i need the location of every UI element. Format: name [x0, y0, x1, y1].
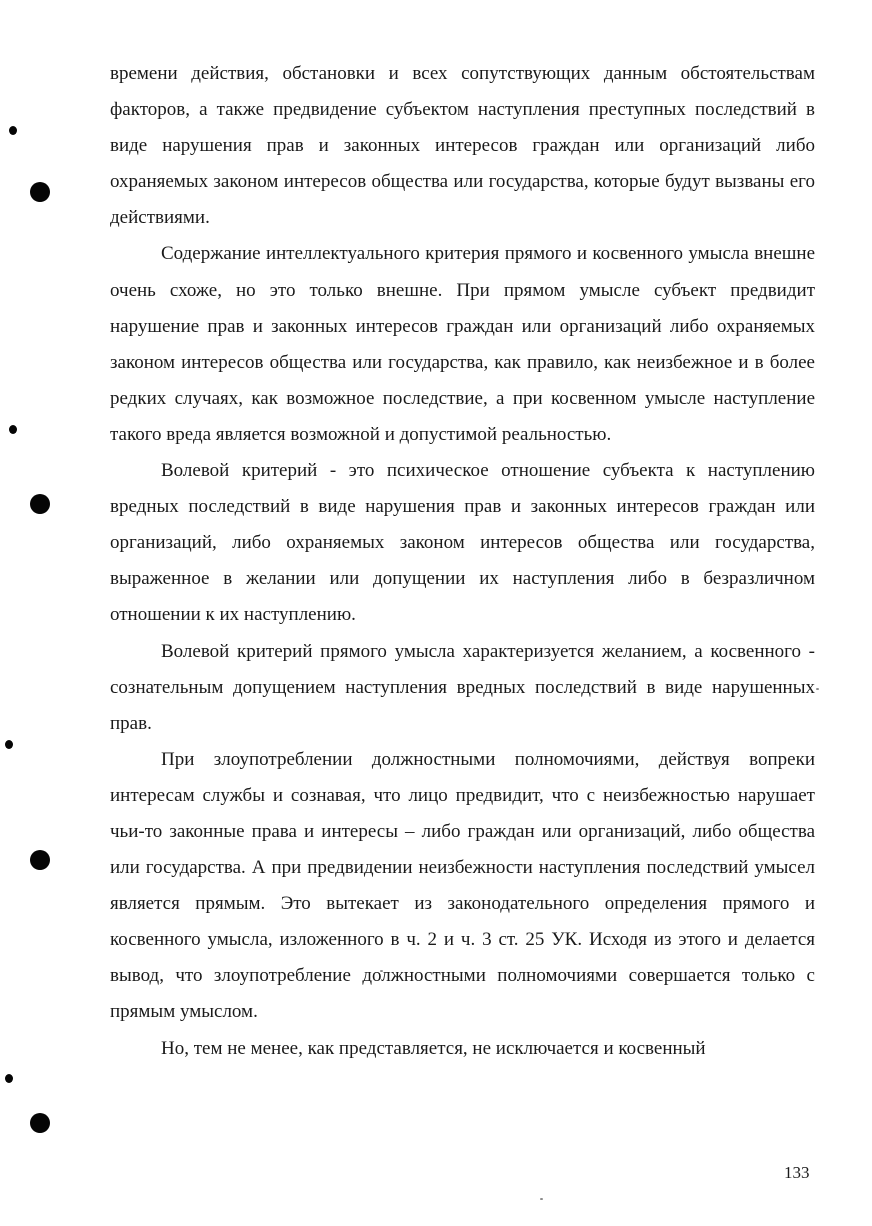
punch-hole-mark	[30, 1113, 50, 1133]
paragraph: времени действия, обстановки и всех сопутствующих данным обстоятельствам факторов, а также предвидение субъектом наступления преступных последствий в виде нарушения прав и законных интересов граждан или организаций либо охраняемых законом интересов общества или государства, которые будут вызваны его действиями.	[110, 63, 815, 229]
paragraph: Содержание интеллектуального критерия прямого и косвенного умысла внешне очень схоже, но это только внешне. При прямом умысле субъект предвидит нарушение прав и законных интересов граждан или организаций либо охраняемых законом интересов общества или государства, как правило, как неизбежное и в более редких случаях, как возможное последствие, а при косвенном умысле наступление такого вреда является возможной и допустимой реальностью.	[110, 243, 815, 445]
scan-speck	[540, 1198, 543, 1200]
punch-hole-mark	[5, 740, 13, 749]
punch-hole-mark	[9, 425, 17, 434]
paragraph: Но, тем не менее, как представляется, не исключается и косвенный	[161, 1037, 706, 1059]
punch-hole-mark	[9, 126, 17, 135]
punch-hole-mark	[30, 850, 50, 870]
paragraph: Волевой критерий прямого умысла характеризуется желанием, а косвенного - сознательным допущением наступления вредных последствий в виде нарушенных прав.	[110, 640, 815, 734]
punch-hole-mark	[30, 494, 50, 514]
punch-hole-mark	[5, 1074, 13, 1083]
punch-hole-mark	[30, 182, 50, 202]
paragraph: При злоупотреблении должностными полномочиями, действуя вопреки интересам службы и сознавая, что лицо предвидит, что с неизбежностью нарушает чьи-то законные права и интересы – либо граждан или организаций, либо общества или государства. А при предвидении неизбежности наступления последствий умысел является прямым. Это вытекает из законодательного определения прямого и косвенного умысла, изложенного в ч. 2 и ч. 3 ст. 25 УК. Исходя из этого и делается вывод, что злоупотребление должностными полномочиями совершается только с прямым умыслом.	[110, 748, 815, 1023]
page-number: 133	[784, 1163, 810, 1182]
scan-speck	[816, 688, 819, 690]
body-text	[110, 56, 815, 1067]
paragraph: Волевой критерий - это психическое отношение субъекта к наступлению вредных последствий в виде нарушения прав и законных интересов граждан или организаций, либо охраняемых законом интересов общества или государства, выраженное в желании или допущении их наступления либо в безразличном отношении к их наступлению.	[110, 460, 815, 626]
